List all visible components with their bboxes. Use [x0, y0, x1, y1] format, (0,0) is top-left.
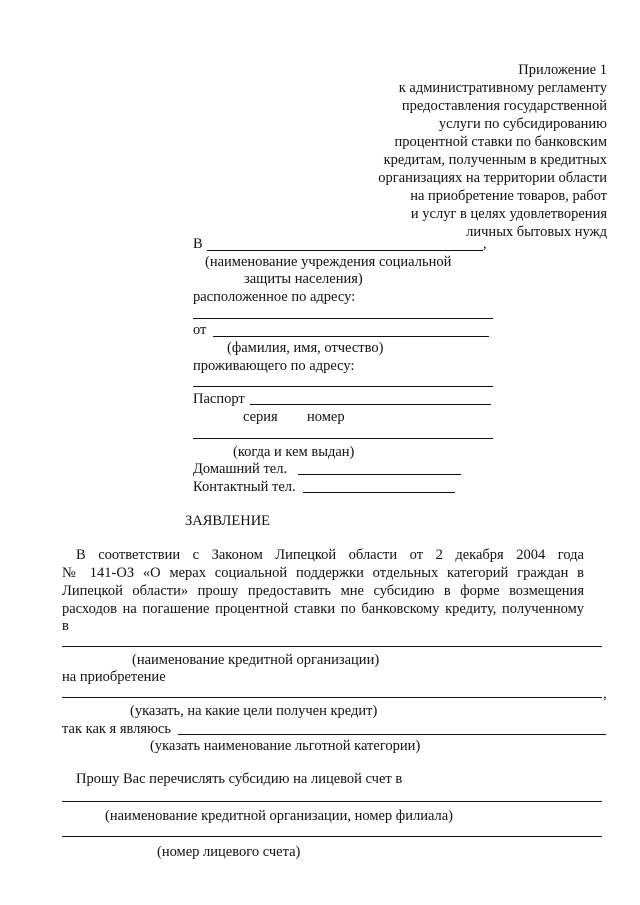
contact-phone-label: Контактный тел.: [193, 479, 296, 495]
document-title: ЗАЯВЛЕНИЕ: [185, 513, 271, 529]
institution-hint: (наименование учреждения социальной: [205, 254, 452, 270]
in-word: в: [62, 618, 69, 634]
paragraph-line: Липецкой области» прошу предоставить мне субсидию в форме возмещения: [62, 583, 584, 599]
credit-org-hint: (наименование кредитной организации): [132, 652, 380, 668]
institution-field[interactable]: [207, 250, 483, 251]
bank-branch-hint: (наименование кредитной организации, номер филиала): [105, 808, 454, 824]
account-number-field[interactable]: [62, 836, 602, 837]
appendix-line: предоставления государственной: [401, 98, 607, 114]
bank-branch-field[interactable]: [62, 801, 602, 802]
account-hint: (номер лицевого счета): [157, 844, 301, 860]
appendix-line: Приложение 1: [518, 62, 607, 78]
since-i-am-label: так как я являюсь: [62, 721, 171, 737]
appendix-line: к административному регламенту: [398, 80, 607, 96]
transfer-request: Прошу Вас перечислять субсидию на лицевой счет в: [76, 771, 403, 787]
home-phone-field[interactable]: [298, 474, 461, 475]
passport-label: Паспорт: [193, 391, 245, 407]
fio-field[interactable]: [213, 336, 489, 337]
from-prefix: от: [193, 322, 207, 338]
series-label: серия: [243, 409, 278, 425]
home-phone-label: Домашний тел.: [193, 461, 288, 477]
institution-hint: защиты населения): [244, 271, 363, 287]
number-label: номер: [307, 409, 345, 425]
issued-hint: (когда и кем выдан): [233, 444, 355, 460]
residence-address-field[interactable]: [193, 386, 493, 387]
statement-paragraph: [62, 546, 584, 618]
appendix-line: услуги по субсидированию: [438, 116, 607, 132]
purchase-purpose-field[interactable]: [62, 697, 602, 698]
paragraph-line: № 141-ОЗ «О мерах социальной поддержки отдельных категорий граждан в: [62, 565, 584, 581]
category-field[interactable]: [178, 734, 606, 735]
appendix-line: на приобретение товаров, работ: [410, 188, 607, 204]
appendix-line: организациях на территории области: [378, 170, 607, 186]
contact-phone-field[interactable]: [303, 492, 455, 493]
appendix-line: процентной ставки по банковским: [394, 134, 607, 150]
purpose-hint: (указать, на какие цели получен кредит): [130, 703, 378, 719]
category-hint: (указать наименование льготной категории): [150, 738, 421, 754]
appendix-line: кредитам, полученным в кредитных: [383, 152, 607, 168]
appendix-line: личных бытовых нужд: [466, 224, 607, 240]
located-at-label: расположенное по адресу:: [193, 289, 356, 305]
residing-at-label: проживающего по адресу:: [193, 358, 355, 374]
for-purchase-label: на приобретение: [62, 669, 166, 685]
passport-issued-field[interactable]: [193, 438, 493, 439]
paragraph-line: В соответствии с Законом Липецкой области от 2 декабря 2004 года: [76, 547, 584, 563]
appendix-line: и услуг в целях удовлетворения: [410, 206, 607, 222]
to-comma: ,: [483, 236, 487, 252]
credit-org-field[interactable]: [62, 646, 602, 647]
passport-field[interactable]: [250, 404, 491, 405]
to-prefix: В: [193, 236, 203, 252]
purchase-comma: ,: [603, 686, 607, 702]
paragraph-line: расходов на погашение процентной ставки по банковскому кредиту, полученному: [62, 601, 584, 617]
fio-hint: (фамилия, имя, отчество): [227, 340, 384, 356]
institution-address-field[interactable]: [193, 318, 493, 319]
